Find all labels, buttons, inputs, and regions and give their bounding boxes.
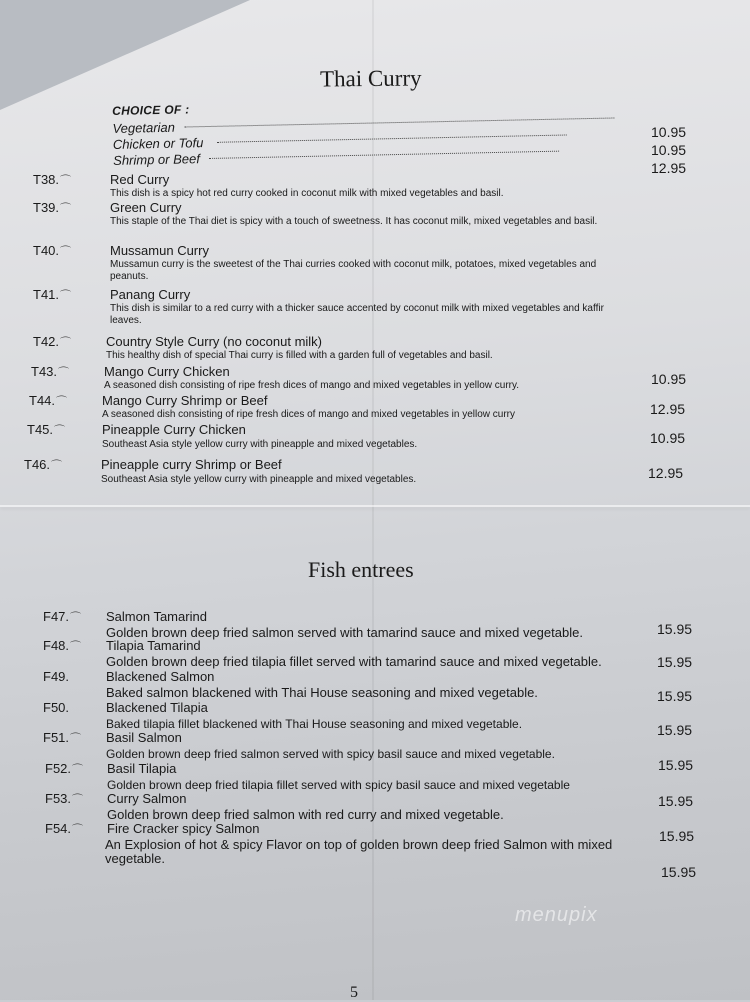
item-code: T40.⌒ — [33, 243, 72, 258]
item-name: Pineapple Curry Chicken — [102, 422, 246, 437]
menu-item-f49 — [43, 669, 663, 701]
item-name: Curry Salmon — [107, 791, 187, 806]
choice-price-shrimp-beef: 12.95 — [651, 160, 687, 176]
thai-curry-title: Thai Curry — [319, 65, 422, 92]
item-name: Mango Curry Shrimp or Beef — [102, 393, 268, 408]
menu-item-t42 — [33, 334, 633, 366]
item-price-t43: 10.95 — [651, 371, 687, 387]
item-code: F47.⌒ — [43, 609, 82, 624]
item-price-t45: 10.95 — [650, 430, 686, 446]
item-description: Golden brown deep fried salmon with red curry and mixed vegetable. — [107, 807, 504, 822]
item-code: F48.⌒ — [43, 638, 82, 653]
chili-pepper-icon: ⌒ — [70, 733, 82, 745]
item-name: Green Curry — [110, 200, 182, 215]
item-description: A seasoned dish consisting of ripe fresh dices of mango and mixed vegetables in yellow curry. — [104, 380, 520, 391]
item-price-f49: 15.95 — [657, 688, 693, 704]
item-description: Southeast Asia style yellow curry with pineapple and mixed vegetables. — [102, 439, 418, 450]
chili-pepper-icon: ⌒ — [60, 175, 72, 187]
leader-dots — [217, 133, 567, 142]
item-price-f48: 15.95 — [657, 654, 693, 670]
item-price-f53: 15.95 — [659, 828, 695, 844]
chili-pepper-icon: ⌒ — [56, 396, 68, 408]
item-code: T45.⌒ — [27, 422, 66, 437]
item-price-f51: 15.95 — [658, 757, 694, 773]
menu-item-t40 — [33, 243, 633, 283]
choice-name: Vegetarian — [112, 119, 176, 136]
item-description: This dish is similar to a red curry with a thicker sauce accented by coconut milk with mixed vegetables and kaffir leaves. — [110, 303, 604, 326]
choice-name: Shrimp or Beef — [113, 151, 201, 168]
menu-item-f50 — [43, 700, 663, 732]
chili-pepper-icon: ⌒ — [51, 460, 63, 472]
item-price-f47: 15.95 — [657, 621, 693, 637]
curry-choice-block — [112, 102, 204, 168]
item-name: Pineapple curry Shrimp or Beef — [101, 457, 282, 472]
item-code: T44.⌒ — [29, 393, 68, 408]
menu-item-f52 — [45, 761, 665, 793]
item-price-t44: 12.95 — [650, 401, 686, 417]
chili-pepper-icon: ⌒ — [72, 764, 84, 776]
item-name: Country Style Curry (no coconut milk) — [106, 334, 323, 349]
menu-item-f53 — [45, 791, 665, 823]
leader-dots — [184, 116, 614, 127]
item-code: T46.⌒ — [24, 457, 63, 472]
item-name: Fire Cracker spicy Salmon — [107, 821, 260, 836]
item-code: T42.⌒ — [33, 334, 72, 349]
item-name: Basil Tilapia — [107, 761, 177, 776]
fish-entrees-title: Fish entrees — [308, 557, 414, 582]
menu-item-t39 — [33, 200, 633, 240]
item-code: T43.⌒ — [31, 364, 70, 379]
menu-item-f51 — [43, 730, 663, 762]
page-number: 5 — [350, 984, 358, 1001]
item-code: T38.⌒ — [33, 172, 72, 187]
item-code: F50. — [43, 700, 70, 715]
chili-pepper-icon: ⌒ — [60, 337, 72, 349]
item-code: F52.⌒ — [45, 761, 84, 776]
item-name: Blackened Salmon — [106, 669, 215, 684]
item-name: Mango Curry Chicken — [104, 364, 230, 379]
menu-item-f47 — [43, 609, 663, 641]
item-name: Mussamun Curry — [110, 243, 209, 258]
menu-item-t45 — [27, 422, 627, 454]
item-code: F49. — [43, 669, 70, 684]
item-description: Southeast Asia style yellow curry with pineapple and mixed vegetables. — [101, 474, 417, 485]
leader-dots — [209, 150, 559, 159]
item-description: Golden brown deep fried salmon served with spicy basil sauce and mixed vegetable. — [106, 747, 555, 761]
item-price-f54: 15.95 — [661, 864, 697, 880]
item-description: A seasoned dish consisting of ripe fresh dices of mango and mixed vegetables in yellow curry — [102, 409, 516, 420]
paper-corner-shadow — [0, 0, 250, 110]
item-code: F54.⌒ — [45, 821, 84, 836]
chili-pepper-icon: ⌒ — [60, 290, 72, 302]
item-name: Basil Salmon — [106, 730, 182, 745]
item-name: Red Curry — [110, 172, 170, 187]
item-name: Blackened Tilapia — [106, 700, 208, 715]
item-code: F53.⌒ — [45, 791, 84, 806]
item-description: Baked tilapia fillet blackened with Thai House seasoning and mixed vegetable. — [106, 717, 523, 731]
choice-price-chicken-tofu: 10.95 — [651, 142, 687, 158]
item-description: Golden brown deep fried tilapia fillet served with spicy basil sauce and mixed vegetable — [107, 778, 570, 792]
choice-chicken-tofu — [113, 135, 204, 152]
chili-pepper-icon: ⌒ — [70, 641, 82, 653]
menu-item-t43 — [31, 364, 631, 396]
chili-pepper-icon: ⌒ — [54, 425, 66, 437]
item-description: An Explosion of hot & spicy Flavor on top of golden brown deep fried Salmon with mixed vegetable. — [105, 837, 613, 866]
menu-item-t41 — [33, 287, 633, 327]
choice-label: CHOICE OF : — [112, 102, 190, 118]
choice-price-vegetarian: 10.95 — [651, 124, 687, 140]
item-name: Panang Curry — [110, 287, 191, 302]
choice-vegetarian — [112, 120, 175, 136]
menu-item-f48 — [43, 638, 663, 670]
item-code: T39.⌒ — [33, 200, 72, 215]
chili-pepper-icon: ⌒ — [70, 612, 82, 624]
item-code: T41.⌒ — [33, 287, 72, 302]
item-description: Baked salmon blackened with Thai House seasoning and mixed vegetable. — [106, 685, 538, 700]
item-name: Salmon Tamarind — [106, 609, 207, 624]
chili-pepper-icon: ⌒ — [60, 246, 72, 258]
menu-item-f54 — [45, 821, 665, 869]
item-description: This staple of the Thai diet is spicy with a touch of sweetness. It has coconut milk, mixed vegetables and basil. — [110, 216, 598, 227]
chili-pepper-icon: ⌒ — [72, 794, 84, 806]
item-price-f52: 15.95 — [658, 793, 694, 809]
item-description: This healthy dish of special Thai curry is filled with a garden full of vegetables and basil. — [106, 350, 493, 361]
chili-pepper-icon: ⌒ — [60, 203, 72, 215]
item-code: F51.⌒ — [43, 730, 82, 745]
item-description: Golden brown deep fried tilapia fillet served with tamarind sauce and mixed vegetable. — [106, 654, 602, 669]
item-description: Golden brown deep fried salmon served with tamarind sauce and mixed vegetable. — [106, 625, 583, 640]
fold-crease-horizontal — [0, 505, 750, 507]
menu-item-t44 — [29, 393, 629, 425]
item-price-t46: 12.95 — [648, 465, 684, 481]
choice-shrimp-beef — [113, 151, 200, 168]
watermark: menupix — [515, 904, 598, 926]
item-price-f50: 15.95 — [657, 722, 693, 738]
choice-name: Chicken or Tofu — [112, 135, 204, 152]
item-name: Tilapia Tamarind — [106, 638, 201, 653]
chili-pepper-icon: ⌒ — [58, 367, 70, 379]
menu-item-t46 — [24, 457, 624, 489]
chili-pepper-icon: ⌒ — [72, 824, 84, 836]
item-description: This dish is a spicy hot red curry cooked in coconut milk with mixed vegetables and basil. — [110, 188, 504, 199]
item-description: Mussamun curry is the sweetest of the Thai curries cooked with coconut milk, potatoes, mixed vegetables and peanuts. — [110, 259, 597, 282]
